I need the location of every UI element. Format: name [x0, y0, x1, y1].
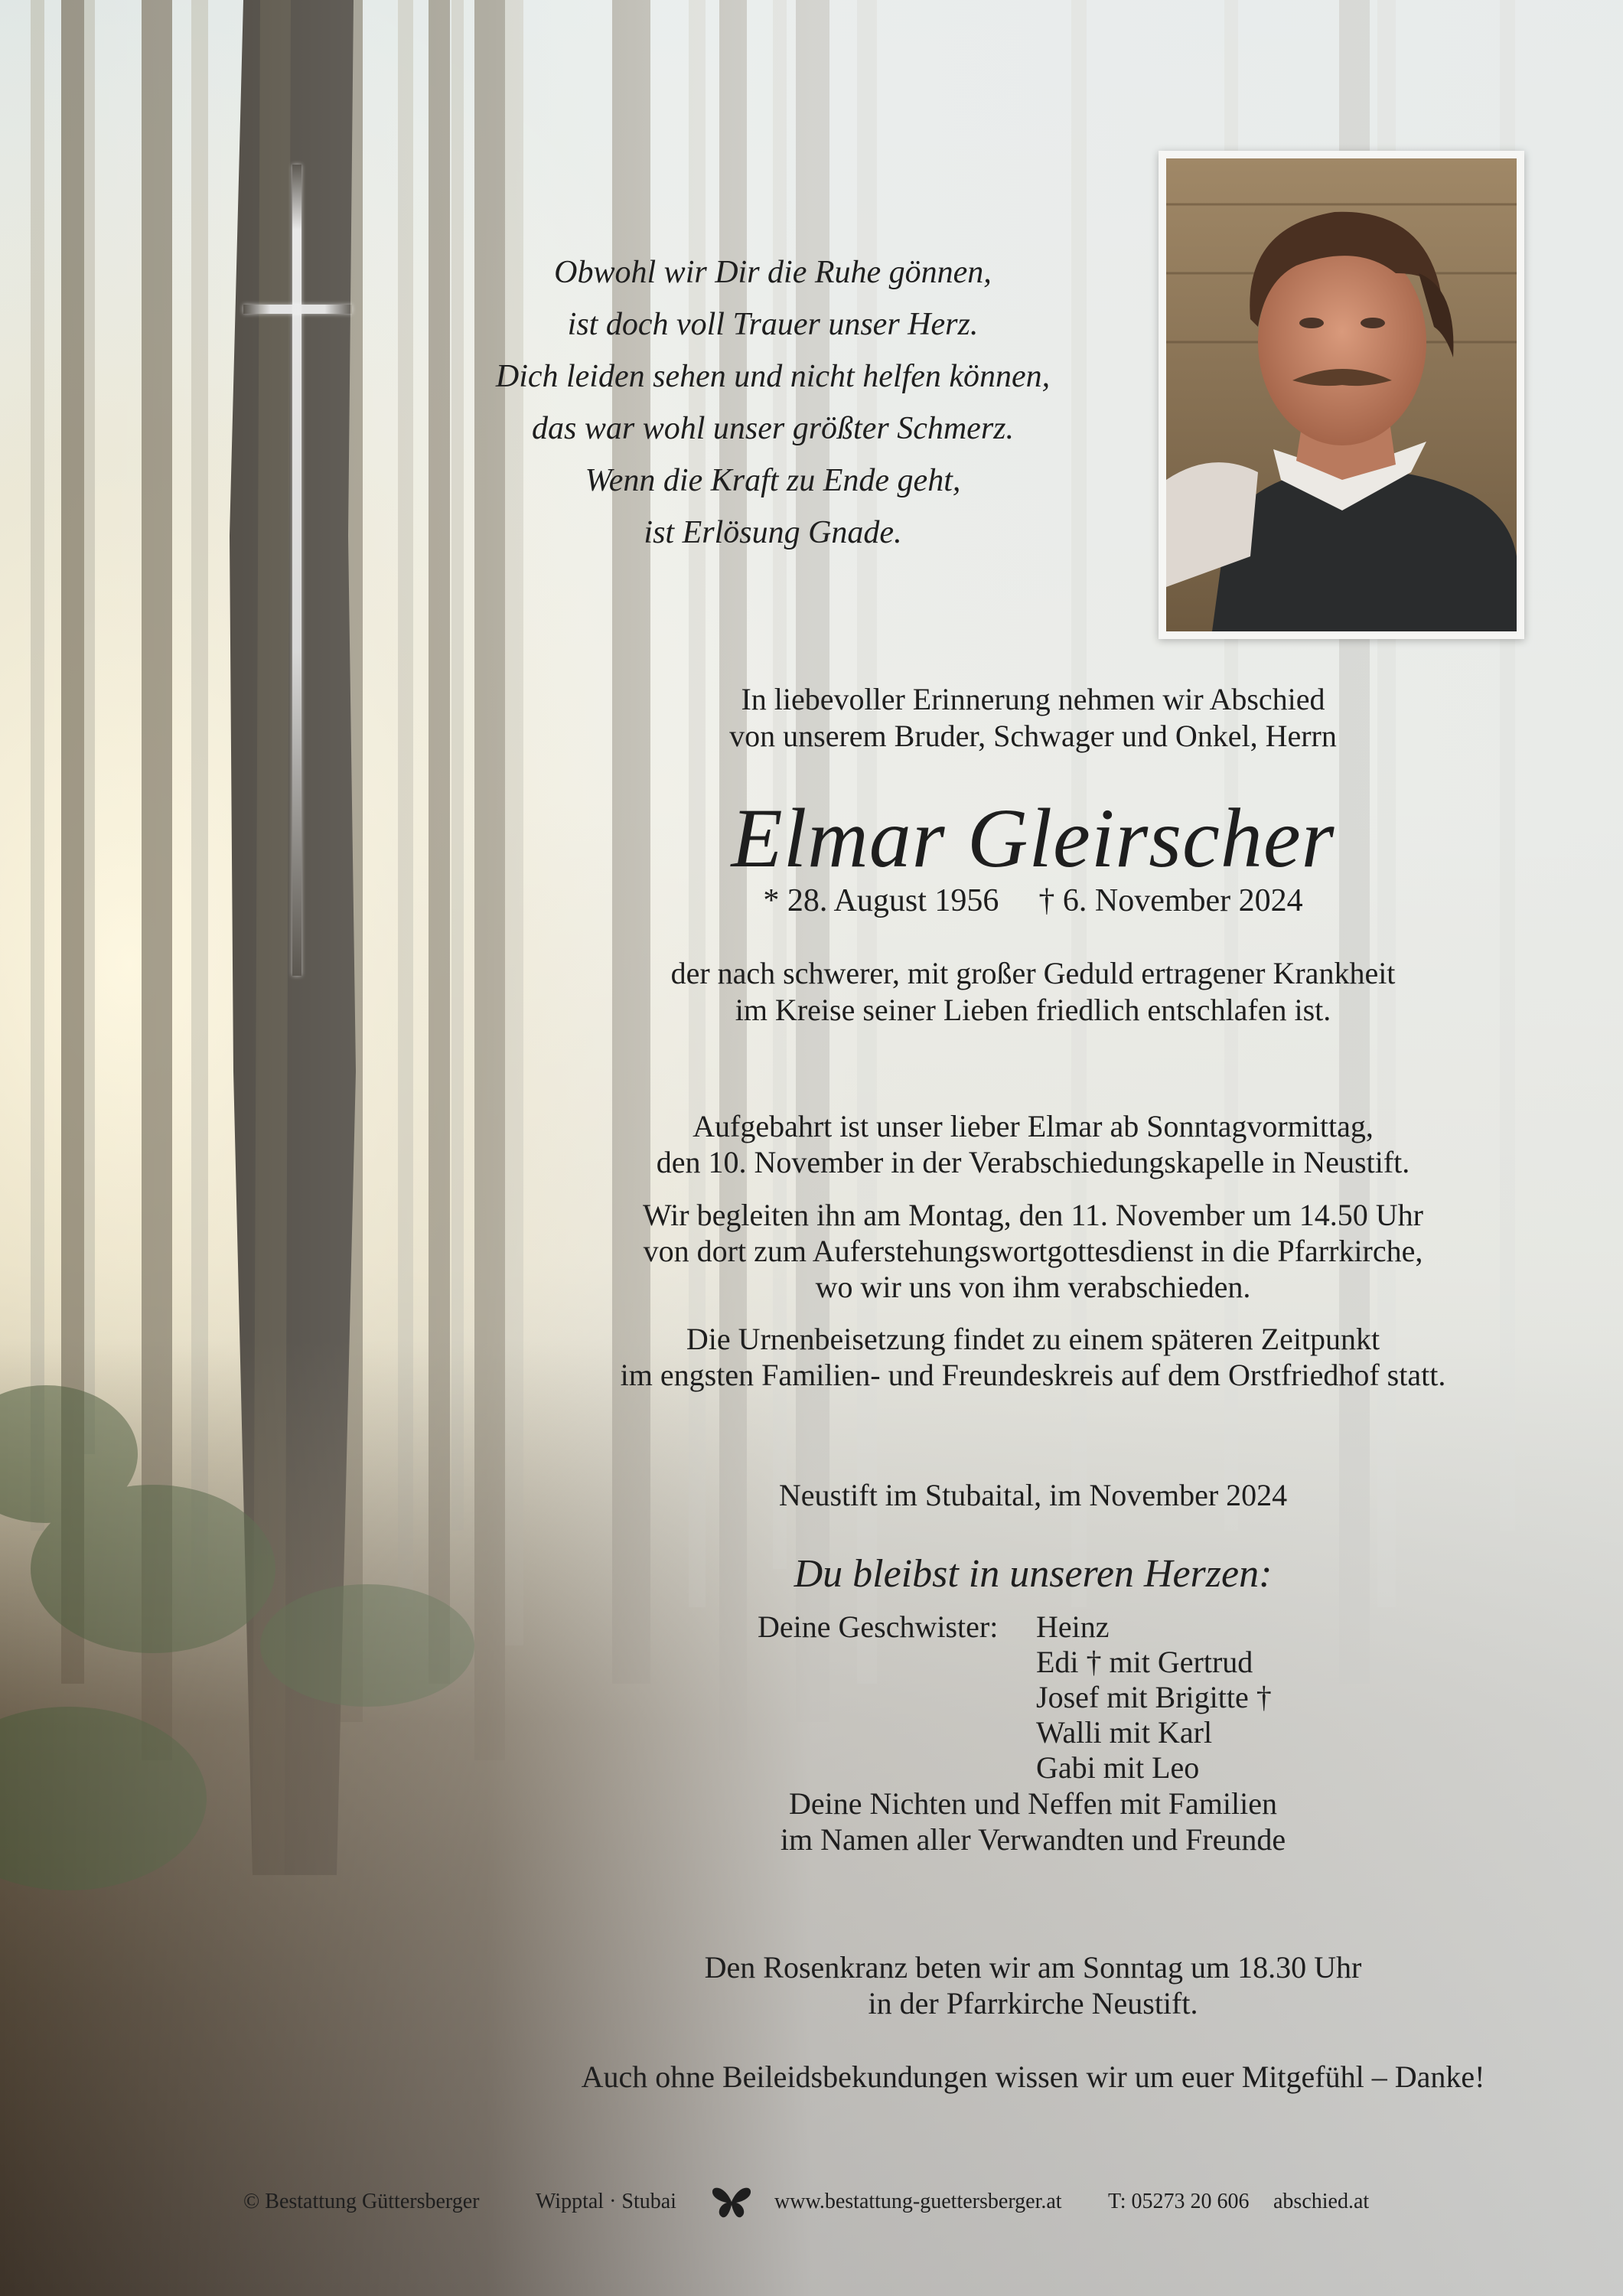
thanks-line: Auch ohne Beileidsbekundungen wissen wir um euer Mitgefühl – Danke! — [581, 2060, 1485, 2094]
sibling-entry: Edi † mit Gertrud — [1036, 1645, 1253, 1679]
footer-portal[interactable]: abschied.at — [1273, 2190, 1370, 2213]
passing-line: der nach schwerer, mit großer Geduld ertragener Krankheit — [670, 956, 1396, 990]
footer-region: Wipptal · Stubai — [536, 2190, 676, 2213]
heart-line: Du bleibst in unseren Herzen: — [794, 1552, 1273, 1596]
intro-text — [536, 681, 1530, 755]
portrait-photo — [1166, 158, 1517, 631]
footer-phone: T: 05273 20 606 — [1108, 2190, 1250, 2213]
poem — [367, 246, 1178, 559]
intro-line: In liebevoller Erinnerung nehmen wir Abschied — [741, 682, 1325, 716]
sibling-entry: Heinz — [1036, 1609, 1110, 1644]
footer-copyright: © Bestattung Güttersberger — [243, 2190, 480, 2213]
announcement-line: Die Urnenbeisetzung findet zu einem späteren Zeitpunkt — [686, 1322, 1380, 1356]
announcement-line: den 10. November in der Verabschiedungskapelle in Neustift. — [656, 1145, 1410, 1179]
portrait-frame — [1159, 151, 1524, 639]
rosary-line: in der Pfarrkirche Neustift. — [868, 1986, 1198, 2020]
life-dates — [536, 882, 1530, 920]
rosary-announcement — [536, 1949, 1530, 2021]
deceased-name: Elmar Gleirscher — [731, 791, 1335, 885]
viewing-announcement — [536, 1108, 1530, 1180]
announcement-line: Wir begleiten ihn am Montag, den 11. November um 14.50 Uhr — [642, 1198, 1424, 1232]
poem-line: ist Erlösung Gnade. — [644, 515, 902, 550]
relatives-text — [536, 1786, 1530, 1857]
burial-announcement — [536, 1321, 1530, 1393]
death-date: † 6. November 2024 — [1038, 883, 1303, 918]
announcement-line: Aufgebahrt ist unser lieber Elmar ab Sonntagvormittag, — [693, 1109, 1374, 1143]
birth-date: * 28. August 1956 — [763, 883, 999, 918]
poem-line: Wenn die Kraft zu Ende geht, — [585, 463, 961, 498]
poem-line: Obwohl wir Dir die Ruhe gönnen, — [554, 255, 992, 290]
footer — [243, 2185, 1391, 2219]
sibling-entry: Gabi mit Leo — [1036, 1750, 1200, 1785]
announcement-line: im engsten Familien- und Freundeskreis auf dem Orstfriedhof statt. — [620, 1358, 1446, 1392]
siblings-label: Deine Geschwister: — [758, 1609, 999, 1644]
poem-line: das war wohl unser größter Schmerz. — [531, 411, 1015, 446]
announcement-line: von dort zum Auferstehungswortgottesdienst in die Pfarrkirche, — [643, 1234, 1423, 1268]
passing-text — [536, 955, 1530, 1029]
sibling-entry: Josef mit Brigitte † — [1036, 1680, 1272, 1714]
relatives-line: Deine Nichten und Neffen mit Familien — [789, 1786, 1277, 1821]
service-announcement — [536, 1197, 1530, 1305]
intro-line: von unserem Bruder, Schwager und Onkel, Herrn — [729, 719, 1337, 753]
siblings-names — [1036, 1609, 1272, 1786]
cross-icon-horizontal — [243, 305, 352, 314]
place-date: Neustift im Stubaital, im November 2024 — [778, 1478, 1288, 1512]
sibling-entry: Walli mit Karl — [1036, 1715, 1213, 1750]
footer-website[interactable]: www.bestattung-guettersberger.at — [774, 2190, 1062, 2213]
passing-line: im Kreise seiner Lieben friedlich entschlafen ist. — [735, 993, 1331, 1027]
butterfly-icon — [710, 2183, 753, 2220]
announcement-line: wo wir uns von ihm verabschieden. — [815, 1270, 1251, 1304]
poem-line: ist doch voll Trauer unser Herz. — [567, 307, 979, 342]
poem-line: Dich leiden sehen und nicht helfen können, — [495, 359, 1051, 394]
relatives-line: im Namen aller Verwandten und Freunde — [780, 1822, 1286, 1857]
rosary-line: Den Rosenkranz beten wir am Sonntag um 18.30 Uhr — [704, 1950, 1362, 1985]
cross-icon-vertical — [292, 165, 301, 976]
